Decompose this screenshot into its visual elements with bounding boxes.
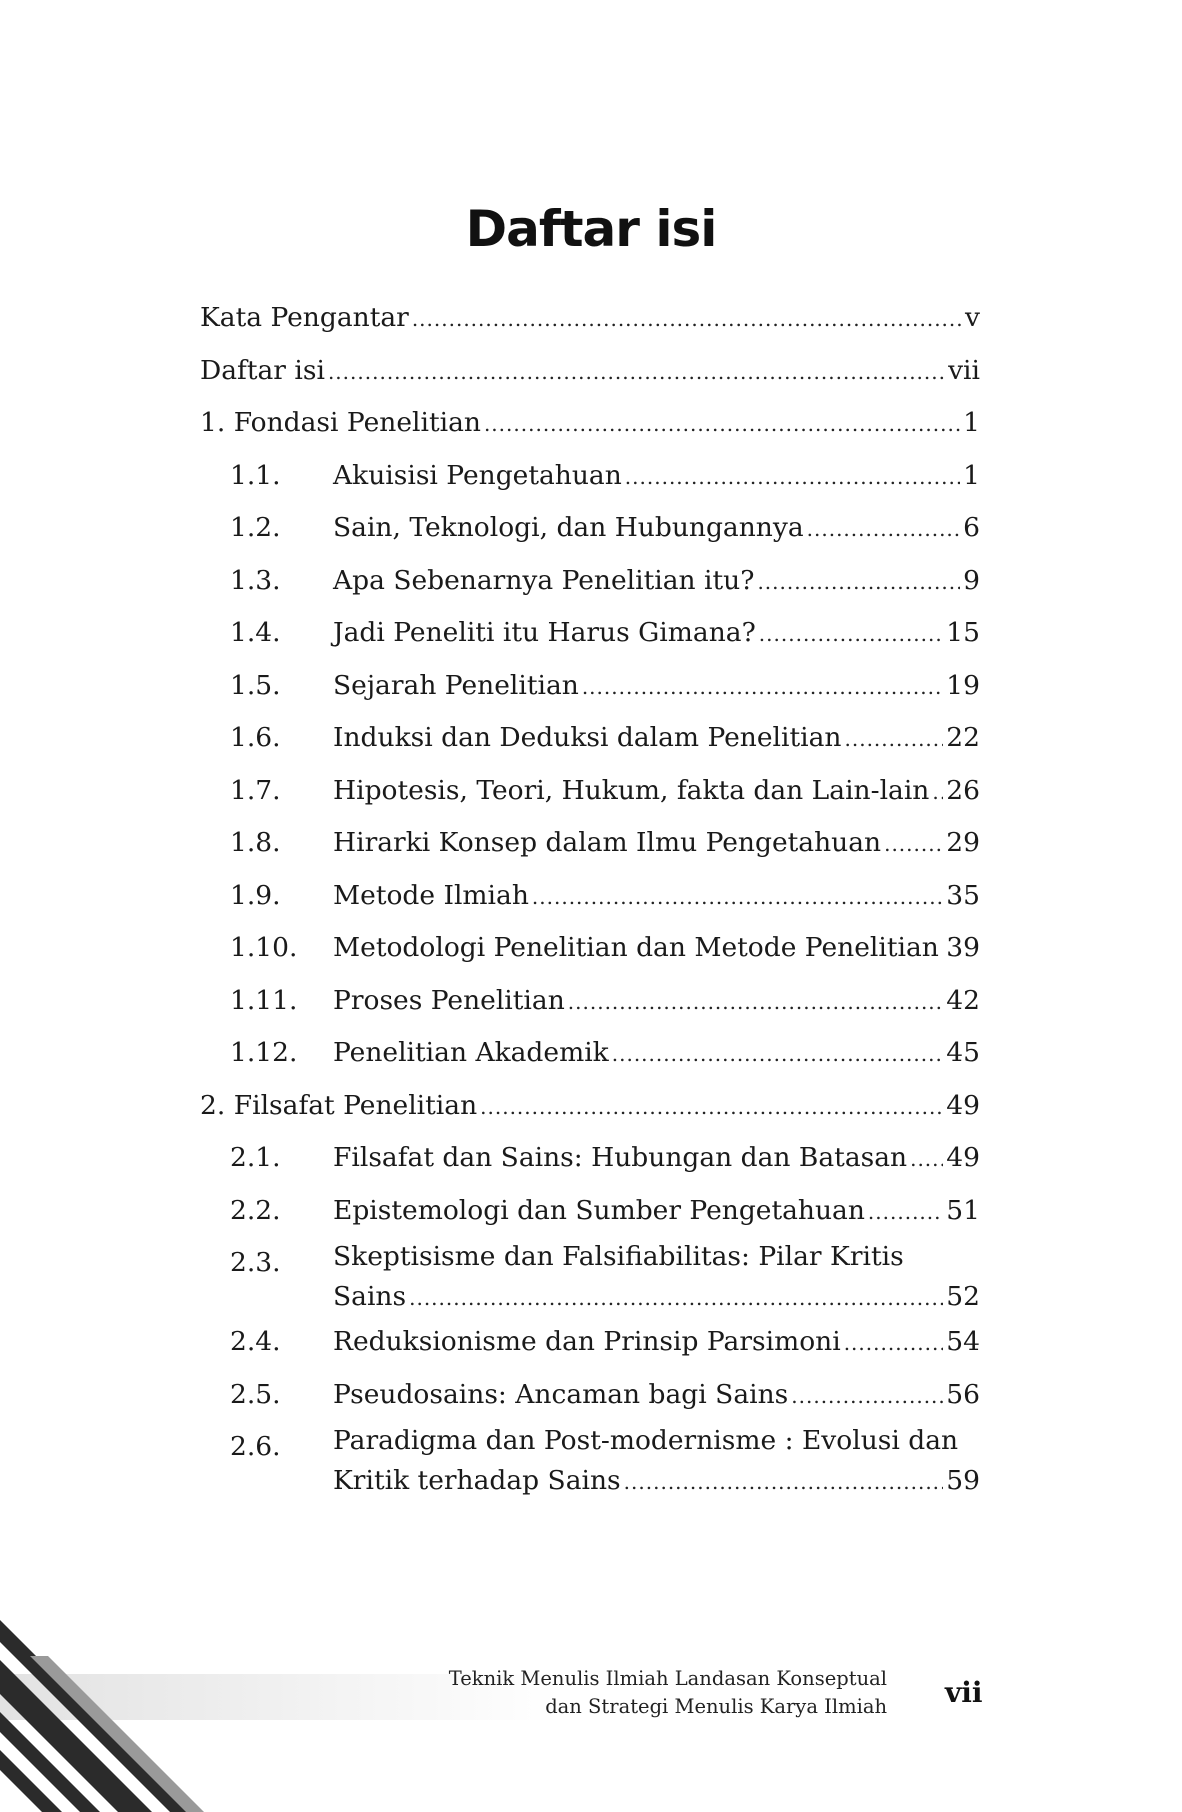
toc-entry-number: 2.4. [230, 1326, 281, 1357]
toc-entry[interactable] [200, 397, 980, 450]
toc-entry-number: 1.5. [230, 669, 281, 701]
toc-entry[interactable] [200, 1369, 980, 1422]
toc-entry[interactable] [200, 450, 980, 503]
dot-leader [409, 1279, 943, 1318]
footer-line-2: dan Strategi Menulis Karya Ilmiah [545, 1695, 887, 1718]
toc-entry[interactable] [200, 502, 980, 555]
toc-entry-label: Apa Sebenarnya Penelitian itu? [333, 564, 755, 596]
dot-leader [807, 503, 960, 556]
toc-entry[interactable] [200, 712, 980, 765]
toc-entry-page: 59 [946, 1465, 980, 1496]
toc-entry-label: Hirarki Konsep dalam Ilmu Pengetahuan [333, 827, 882, 858]
dot-leader [612, 1028, 944, 1081]
toc-entry-number: 1.2. [230, 512, 281, 543]
dot-leader [942, 923, 943, 976]
toc-entry-page: 39 [946, 932, 980, 963]
dot-leader [868, 1186, 943, 1239]
toc-entry-page: vii [948, 354, 980, 386]
toc-entry[interactable] [200, 817, 980, 870]
toc-entry-number: 1.8. [230, 827, 281, 858]
toc-entry-number: 1.1. [230, 459, 281, 491]
toc-entry-page: 22 [946, 722, 980, 753]
toc-entry-number: 2.2. [230, 1194, 281, 1226]
toc-entry-label: Metode Ilmiah [333, 879, 529, 911]
toc-entry[interactable] [200, 870, 980, 923]
dot-leader [412, 293, 962, 346]
toc-entry[interactable] [200, 765, 980, 818]
toc-entry-page: 15 [946, 617, 980, 648]
toc-entry[interactable] [200, 1185, 980, 1238]
toc-entry-label: Skeptisisme dan Falsifiabilitas: Pilar Kritis [333, 1241, 904, 1272]
toc-entry-label: 2. Filsafat Penelitian [200, 1089, 478, 1121]
toc-entry-page: 19 [946, 669, 980, 701]
toc-entry-label: 1. Fondasi Penelitian [200, 407, 481, 438]
toc-entry-page: 26 [946, 774, 980, 806]
dot-leader [791, 1370, 943, 1423]
toc-entry-page: v [965, 302, 980, 333]
page-number: vii [945, 1676, 983, 1709]
toc-entry[interactable] [200, 1316, 980, 1369]
toc-entry-label: Hipotesis, Teori, Hukum, fakta dan Lain-lain [333, 774, 930, 806]
toc-entry[interactable] [200, 1237, 980, 1316]
toc-entry-number: 1.3. [230, 564, 281, 596]
toc-entry-label: Penelitian Akademik [333, 1037, 609, 1068]
toc-entry[interactable] [200, 922, 980, 975]
page-title: Daftar isi [465, 200, 717, 258]
dot-leader [845, 713, 944, 766]
toc-entry-label: Kata Pengantar [200, 302, 409, 333]
toc-entry-number: 1.9. [230, 879, 281, 911]
table-of-contents [200, 292, 980, 1500]
dot-leader [759, 608, 943, 661]
toc-entry-label: Jadi Peneliti itu Harus Gimana? [333, 617, 756, 648]
dot-leader [757, 556, 960, 609]
dot-leader [484, 398, 960, 451]
toc-entry[interactable] [200, 607, 980, 660]
toc-entry-number: 1.6. [230, 722, 281, 753]
dot-leader [932, 766, 943, 819]
toc-entry-label: Epistemologi dan Sumber Pengetahuan [333, 1194, 865, 1226]
toc-entry-label: Sejarah Penelitian [333, 669, 579, 701]
toc-entry-page: 1 [963, 407, 980, 438]
dot-leader [625, 451, 960, 504]
toc-entry[interactable] [200, 1027, 980, 1080]
toc-entry-number: 1.4. [230, 617, 281, 648]
toc-entry-label: Pseudosains: Ancaman bagi Sains [333, 1378, 789, 1410]
toc-entry-page: 35 [946, 879, 980, 911]
toc-entry-page: 6 [963, 512, 980, 543]
toc-entry-page: 29 [946, 827, 980, 858]
toc-entry[interactable] [200, 1421, 980, 1500]
toc-entry-number: 1.7. [230, 774, 281, 806]
toc-entry[interactable] [200, 1080, 980, 1133]
toc-entry[interactable] [200, 292, 980, 345]
toc-entry[interactable] [200, 975, 980, 1028]
toc-entry-page: 45 [946, 1037, 980, 1068]
dot-leader [910, 1133, 943, 1186]
toc-entry-page: 51 [946, 1194, 980, 1226]
toc-entry-label: Filsafat dan Sains: Hubungan dan Batasan [333, 1142, 908, 1173]
dot-leader [844, 1317, 944, 1370]
dot-leader [328, 346, 945, 399]
toc-entry-label: Reduksionisme dan Prinsip Parsimoni [333, 1326, 841, 1357]
dot-leader [884, 818, 943, 871]
toc-entry-page: 54 [946, 1326, 980, 1357]
toc-entry-label: Kritik terhadap Sains [333, 1465, 621, 1496]
toc-entry-label: Akuisisi Pengetahuan [333, 459, 622, 491]
toc-entry[interactable] [200, 660, 980, 713]
dot-leader [532, 871, 943, 924]
dot-leader [582, 661, 943, 714]
toc-entry-page: 9 [963, 564, 980, 596]
toc-entry-page: 49 [946, 1089, 980, 1121]
toc-entry-number: 2.1. [230, 1142, 281, 1173]
toc-entry-label: Paradigma dan Post-modernisme : Evolusi dan [333, 1425, 959, 1456]
toc-entry-label: Sain, Teknologi, dan Hubungannya [333, 512, 804, 543]
footer-line-1: Teknik Menulis Ilmiah Landasan Konseptual [448, 1667, 887, 1690]
toc-entry-page: 49 [946, 1142, 980, 1173]
toc-entry-label: Metodologi Penelitian dan Metode Penelitian [333, 932, 939, 963]
toc-entry-page: 56 [946, 1378, 980, 1410]
toc-entry-label: Sains [333, 1281, 407, 1312]
toc-entry-number: 2.6. [230, 1431, 281, 1462]
toc-entry-number: 2.5. [230, 1378, 281, 1410]
toc-entry-page: 42 [946, 984, 980, 1016]
dot-leader [480, 1081, 943, 1134]
dot-leader [568, 976, 943, 1029]
toc-entry[interactable] [200, 1132, 980, 1185]
running-footer [449, 1665, 887, 1721]
toc-entry[interactable] [200, 345, 980, 398]
toc-entry-page: 52 [946, 1281, 980, 1312]
toc-entry-label: Induksi dan Deduksi dalam Penelitian [333, 722, 842, 753]
toc-entry-label: Daftar isi [200, 354, 325, 386]
toc-entry-number: 1.11. [230, 984, 298, 1016]
toc-entry-number: 2.3. [230, 1247, 281, 1278]
toc-entry-page: 1 [963, 459, 980, 491]
toc-entry-number: 1.12. [230, 1037, 298, 1068]
dot-leader [624, 1463, 944, 1502]
toc-entry-number: 1.10. [230, 932, 298, 963]
toc-entry-label: Proses Penelitian [333, 984, 565, 1016]
toc-entry[interactable] [200, 555, 980, 608]
